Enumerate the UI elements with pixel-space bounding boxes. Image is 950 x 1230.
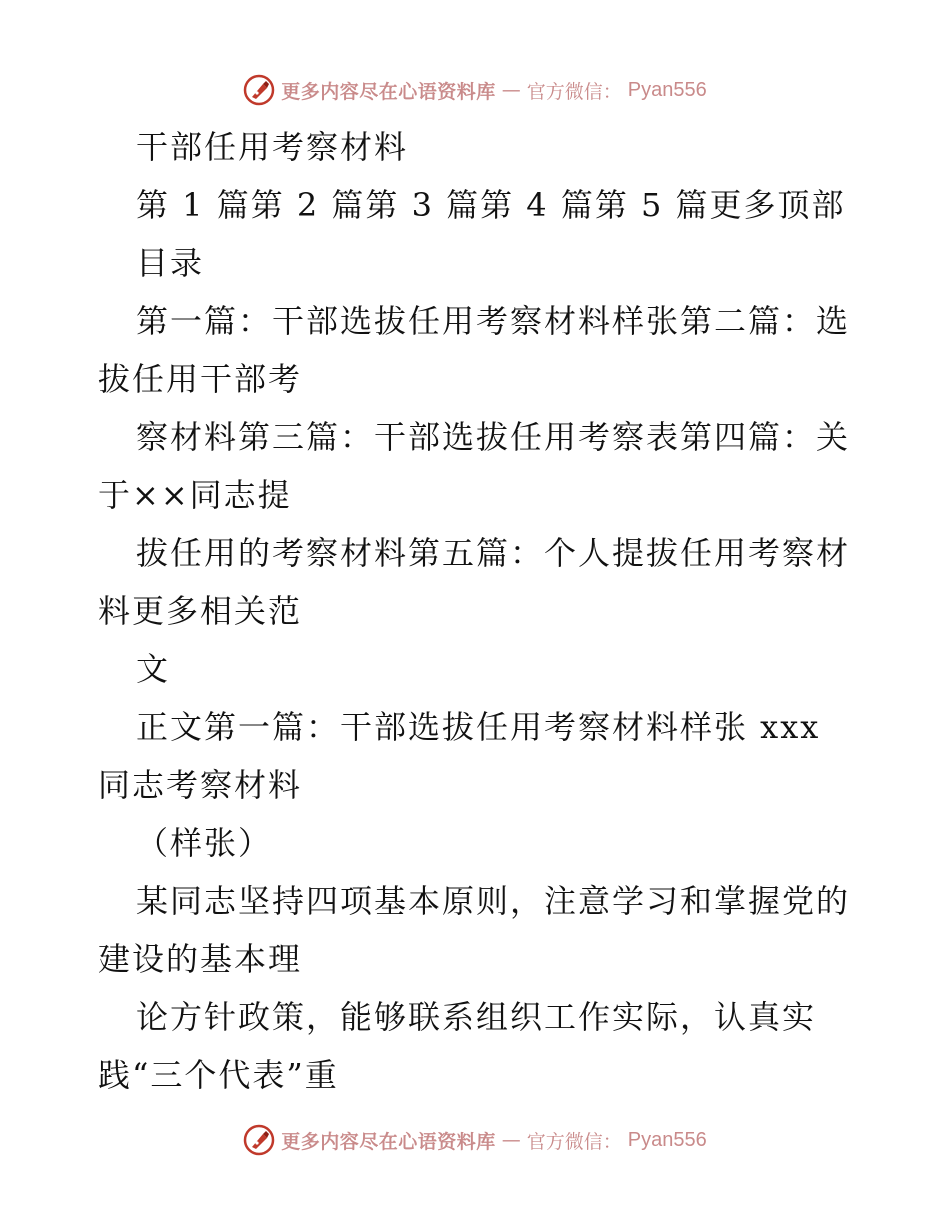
doc-line: 拔任用的考察材料第五篇：个人提拔任用考察材 [136,534,851,572]
pen-nib-logo-icon [243,74,275,106]
doc-line: 察材料第三篇：干部选拔任用考察表第四篇：关 [136,418,851,456]
footer-banner-text: 更多内容尽在心语资料库 [281,1130,496,1153]
doc-line: 目录 [136,244,205,282]
doc-line: 干部任用考察材料 [136,128,409,166]
doc-line: 第 1 篇第 2 篇第 3 篇第 4 篇第 5 篇更多顶部 [136,186,846,224]
document-body [98,118,858,1104]
header-banner [0,70,950,110]
doc-line: 拔任用干部考 [98,360,303,398]
doc-line: 同志考察材料 [98,766,303,804]
doc-line: 料更多相关范 [98,592,303,630]
doc-line: 某同志坚持四项基本原则，注意学习和掌握党的 [136,882,851,920]
header-wechat-label: 官方微信： [526,80,622,103]
doc-line: 论方针政策，能够联系组织工作实际，认真实 [136,998,817,1036]
footer-banner-separator: — [501,1129,521,1151]
doc-line: 正文第一篇：干部选拔任用考察材料样张 xxx [136,708,821,746]
doc-line: 于××同志提 [98,476,292,514]
header-banner-text: 更多内容尽在心语资料库 [281,80,496,103]
doc-line: 践“三个代表”重 [98,1056,339,1094]
doc-line: 第一篇：干部选拔任用考察材料样张第二篇：选 [136,302,851,340]
header-banner-separator: — [501,79,521,101]
footer-wechat-label: 官方微信： [526,1130,622,1153]
doc-line: （样张） [136,824,273,862]
header-wechat-id: Pyan556 [627,78,707,101]
footer-banner [0,1120,950,1160]
doc-line: 文 [136,650,171,688]
doc-line: 建设的基本理 [98,940,303,978]
pen-nib-logo-icon [243,1124,275,1156]
footer-wechat-id: Pyan556 [627,1128,707,1151]
